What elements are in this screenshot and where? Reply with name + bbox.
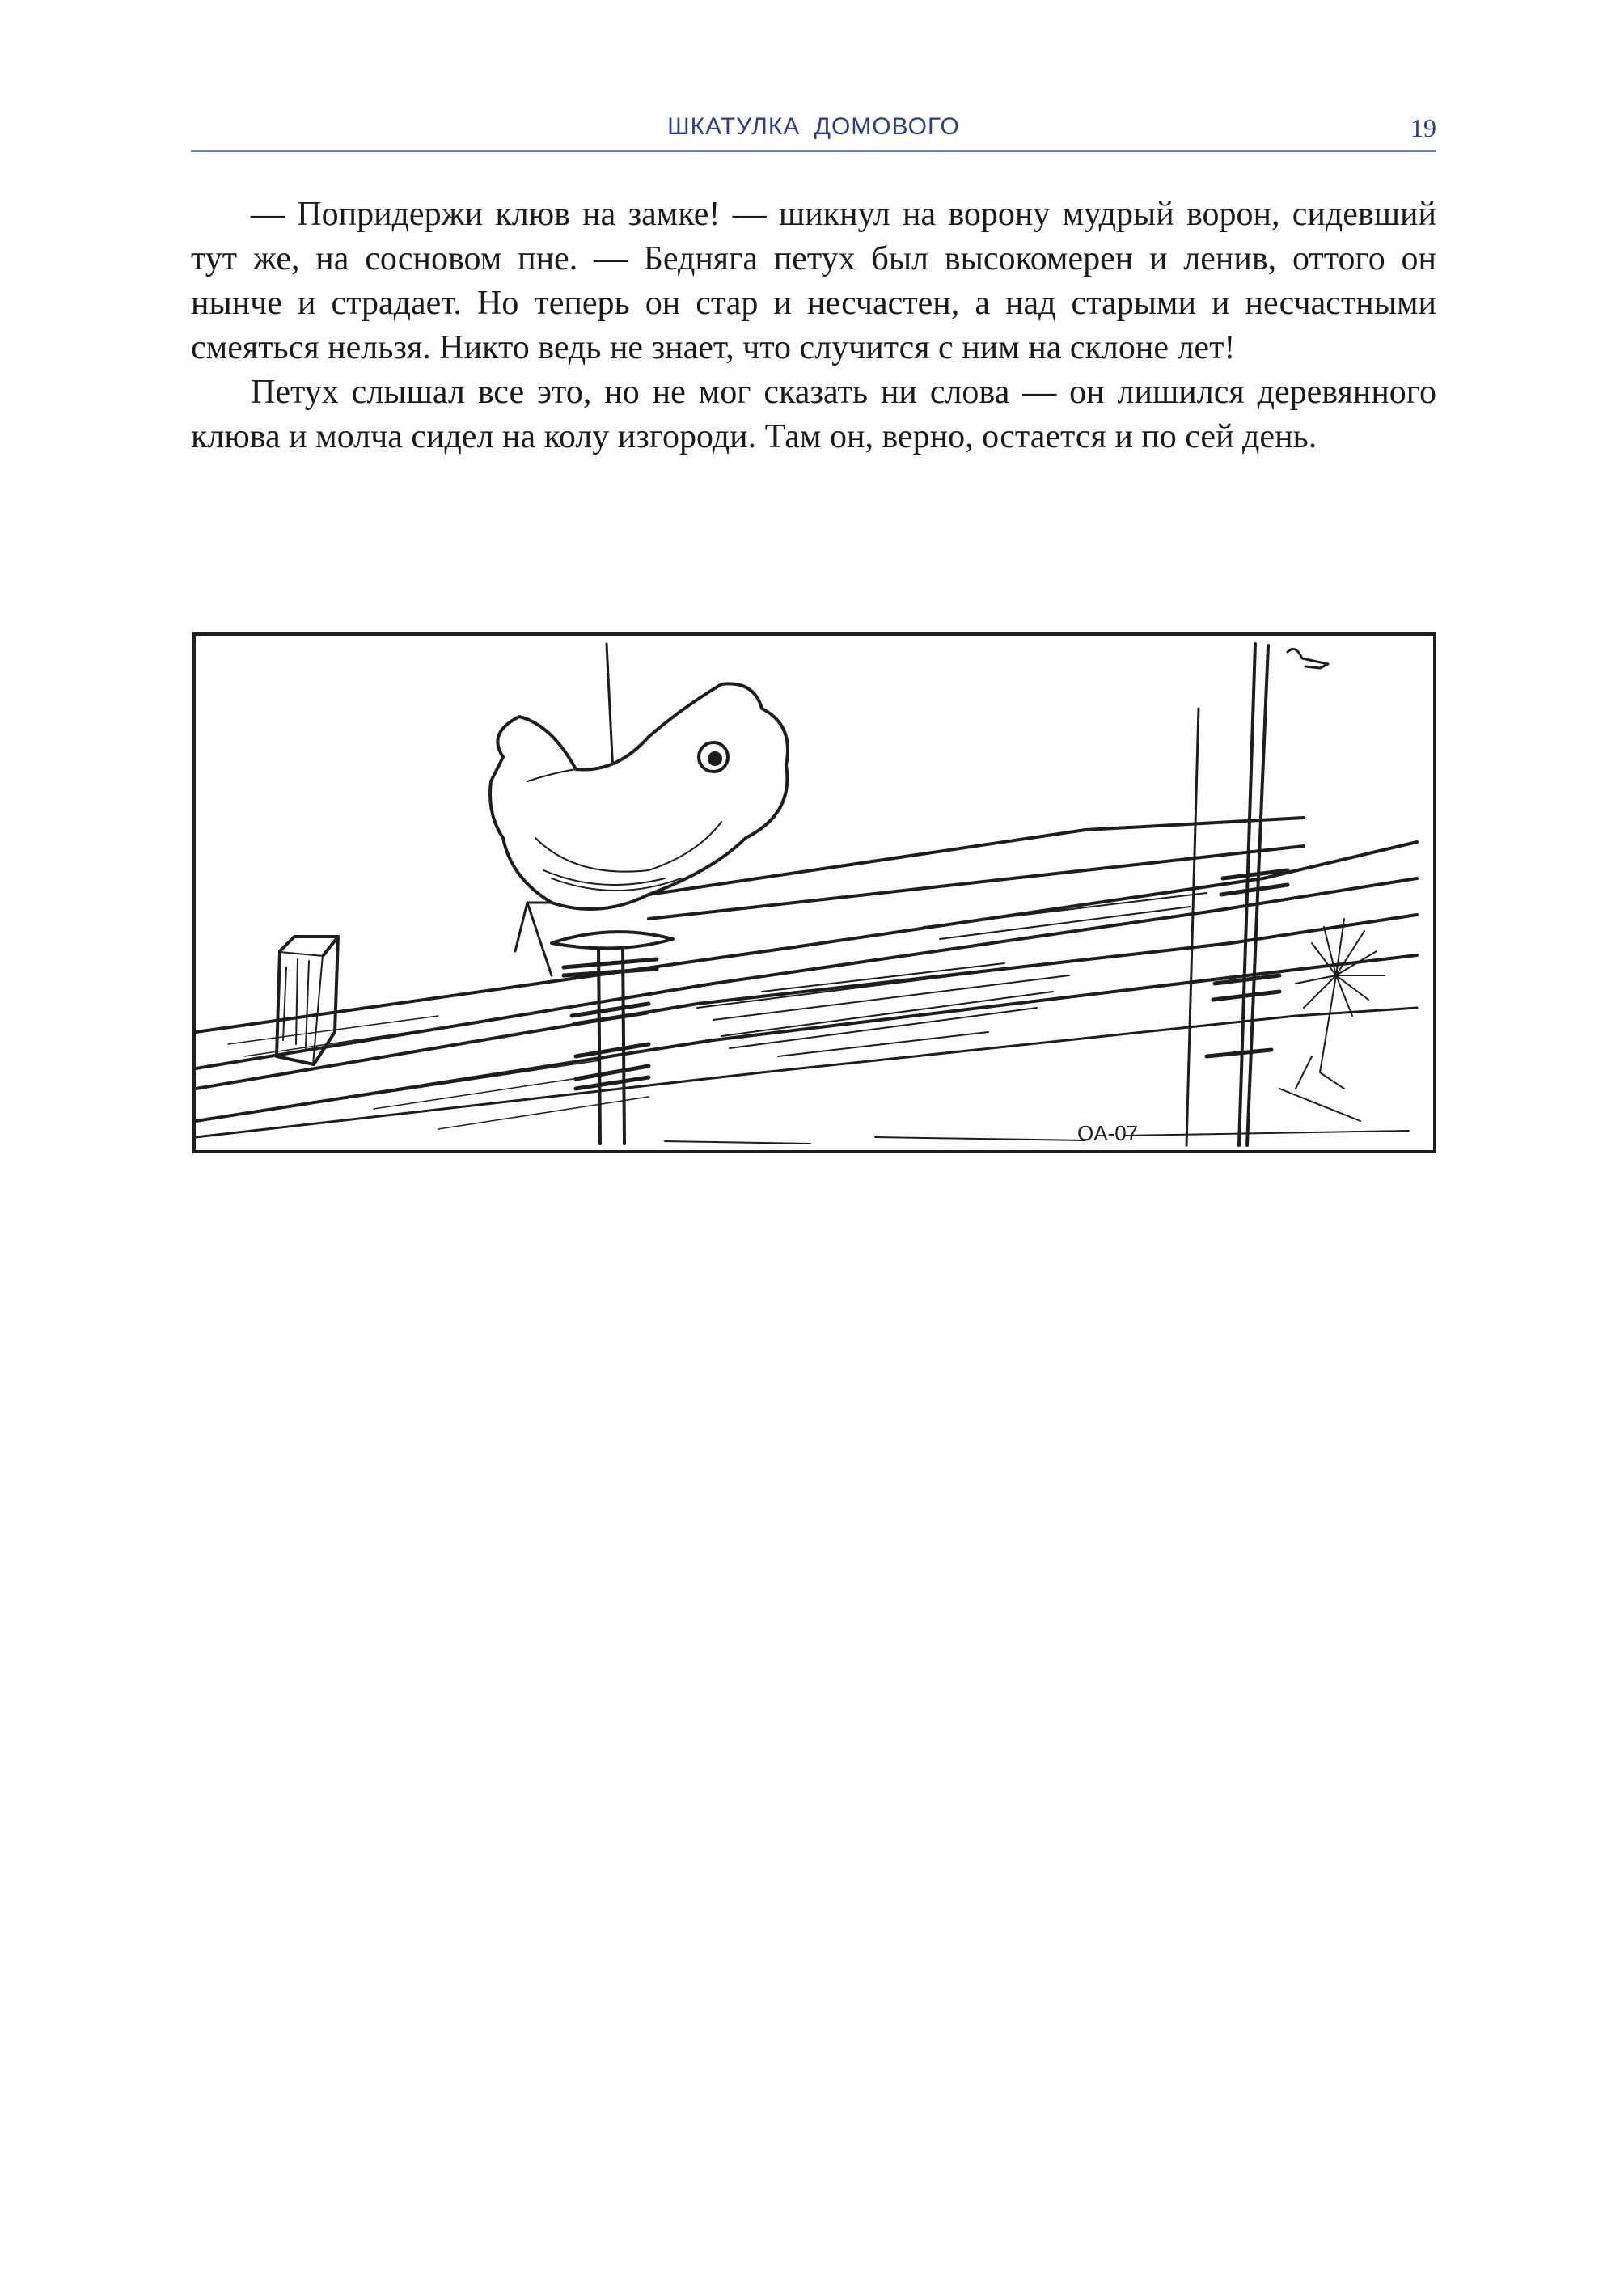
illustration-drawing <box>196 636 1433 1150</box>
paragraph-1: — Попридержи клюв на замке! — шикнул на ворону мудрый ворон, сидевший тут же, на сосновом пне. — Бедняга петух был высокомерен и ленив, оттого он нынче и страдает. Но теперь он стар и несчастен, а над старыми и несчастными смеяться нельзя. Никто ведь не знает, что случится с ним на склоне лет! <box>191 196 1436 366</box>
fence-rooster-illustration <box>192 632 1436 1153</box>
grass-tuft <box>1279 919 1385 1121</box>
rooster-pole <box>552 932 673 1144</box>
running-header-title: ШКАТУЛКА ДОМОВОГО <box>667 113 960 140</box>
ground-strokes <box>665 1131 1409 1144</box>
small-bird <box>1288 649 1328 668</box>
header-rule <box>191 150 1436 155</box>
fence-rails <box>196 818 1417 1137</box>
right-poles <box>1186 644 1288 1145</box>
paragraph-2: Петух слышал все это, но не мог сказать ни слова — он лишился деревянного клюва и молча сидел на колу изгороди. Там он, верно, остается и по сей день. <box>191 374 1436 455</box>
page-number: 19 <box>1410 113 1436 142</box>
body-text <box>191 192 1436 459</box>
running-header <box>191 112 1436 152</box>
artist-signature: OA-07 <box>1077 1121 1139 1145</box>
